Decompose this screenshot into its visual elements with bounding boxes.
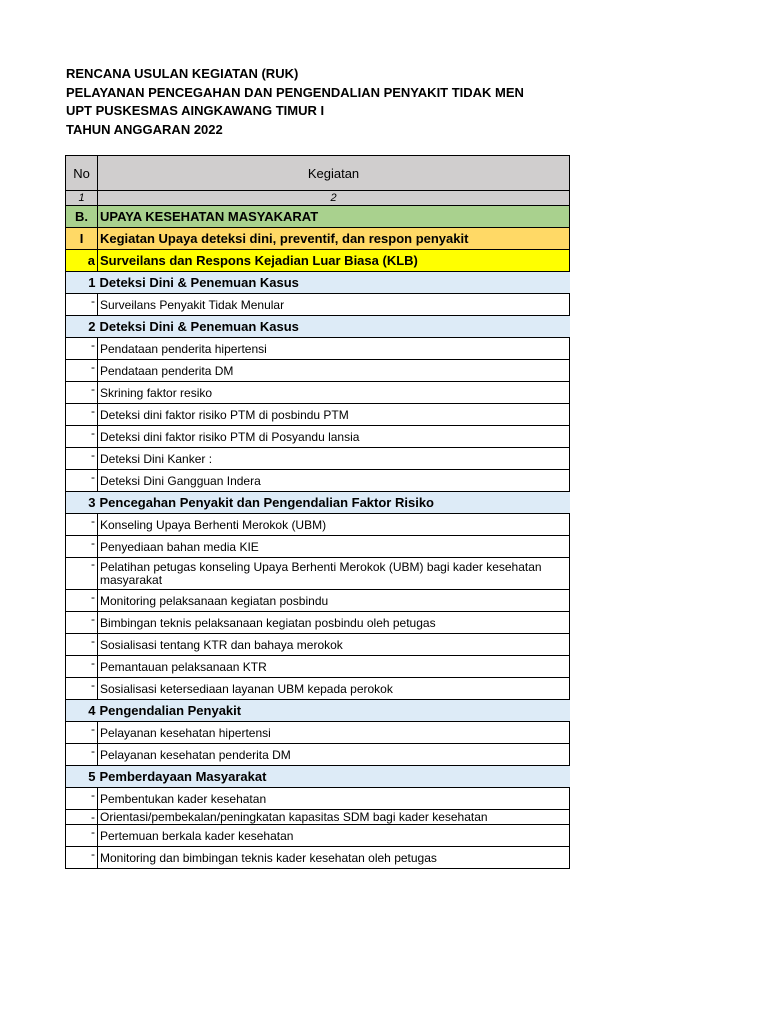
row-activity: Surveilans Penyakit Tidak Menular <box>98 294 570 316</box>
table-row <box>66 634 570 656</box>
table-row <box>66 536 570 558</box>
row-activity: Deteksi dini faktor risiko PTM di Posyandu lansia <box>98 426 570 448</box>
table-row <box>66 448 570 470</box>
row-activity: Pendataan penderita DM <box>98 360 570 382</box>
table-row <box>66 250 570 272</box>
table-row <box>66 382 570 404</box>
row-activity: Pelatihan petugas konseling Upaya Berhenti Merokok (UBM) bagi kader kesehatan masyarakat <box>98 558 570 590</box>
table-row <box>66 294 570 316</box>
table-row <box>66 612 570 634</box>
table-row <box>66 338 570 360</box>
row-activity: Pelayanan kesehatan penderita DM <box>98 744 570 766</box>
row-activity: Surveilans dan Respons Kejadian Luar Biasa (KLB) <box>98 250 570 272</box>
col-number-no: 1 <box>66 191 98 206</box>
doc-title: RENCANA USULAN KEGIATAN (RUK) <box>66 66 299 81</box>
row-number: - <box>66 558 98 590</box>
table-row <box>66 722 570 744</box>
row-number: - <box>66 382 98 404</box>
table-row <box>66 656 570 678</box>
row-number: a <box>66 250 98 272</box>
activity-table <box>65 155 570 869</box>
row-activity: Bimbingan teknis pelaksanaan kegiatan posbindu oleh petugas <box>98 612 570 634</box>
row-activity: Pemberdayaan Masyarakat <box>98 766 570 788</box>
row-number: - <box>66 294 98 316</box>
table-row <box>66 825 570 847</box>
row-number: - <box>66 722 98 744</box>
table-row <box>66 678 570 700</box>
row-number: 1 <box>66 272 98 294</box>
table-row <box>66 766 570 788</box>
row-activity: Pertemuan berkala kader kesehatan <box>98 825 570 847</box>
row-number: - <box>66 426 98 448</box>
row-number: - <box>66 678 98 700</box>
col-number-kegiatan: 2 <box>98 191 570 206</box>
row-number: - <box>66 448 98 470</box>
table-row <box>66 514 570 536</box>
row-activity: Penyediaan bahan media KIE <box>98 536 570 558</box>
row-number: - <box>66 847 98 869</box>
row-activity: Sosialisasi tentang KTR dan bahaya merokok <box>98 634 570 656</box>
row-number: - <box>66 810 98 825</box>
doc-year: TAHUN ANGGARAN 2022 <box>66 121 223 137</box>
row-number: - <box>66 590 98 612</box>
row-activity: Deteksi Dini & Penemuan Kasus <box>98 272 570 294</box>
row-number: - <box>66 825 98 847</box>
doc-subtitle: PELAYANAN PENCEGAHAN DAN PENGENDALIAN PENYAKIT TIDAK MEN <box>66 84 524 100</box>
row-number: 4 <box>66 700 98 722</box>
table-row <box>66 470 570 492</box>
row-number: - <box>66 656 98 678</box>
table-row <box>66 228 570 250</box>
row-activity: Deteksi Dini & Penemuan Kasus <box>98 316 570 338</box>
row-number: B. <box>66 206 98 228</box>
table-row <box>66 492 570 514</box>
col-header-no: No <box>66 156 98 191</box>
row-activity: Deteksi Dini Gangguan Indera <box>98 470 570 492</box>
row-number: - <box>66 634 98 656</box>
table-row <box>66 590 570 612</box>
table-row <box>66 426 570 448</box>
table-row <box>66 744 570 766</box>
row-number: 3 <box>66 492 98 514</box>
row-activity: Monitoring dan bimbingan teknis kader kesehatan oleh petugas <box>98 847 570 869</box>
row-number: 5 <box>66 766 98 788</box>
doc-institution: UPT PUSKESMAS AINGKAWANG TIMUR I <box>66 103 325 118</box>
row-number: - <box>66 536 98 558</box>
row-activity: Pencegahan Penyakit dan Pengendalian Faktor Risiko <box>98 492 570 514</box>
row-number: - <box>66 338 98 360</box>
table-row <box>66 810 570 825</box>
table-row <box>66 700 570 722</box>
row-activity: Sosialisasi ketersediaan layanan UBM kepada perokok <box>98 678 570 700</box>
col-header-kegiatan: Kegiatan <box>98 156 570 191</box>
row-activity: Pendataan penderita hipertensi <box>98 338 570 360</box>
row-number: - <box>66 744 98 766</box>
row-number: - <box>66 788 98 810</box>
table-row <box>66 558 570 590</box>
row-activity: Konseling Upaya Berhenti Merokok (UBM) <box>98 514 570 536</box>
row-activity: Deteksi Dini Kanker : <box>98 448 570 470</box>
row-activity: Kegiatan Upaya deteksi dini, preventif, dan respon penyakit <box>98 228 570 250</box>
row-activity: UPAYA KESEHATAN MASYAKARAT <box>98 206 570 228</box>
row-activity: Skrining faktor resiko <box>98 382 570 404</box>
row-activity: Orientasi/pembekalan/peningkatan kapasitas SDM bagi kader kesehatan <box>98 810 570 825</box>
row-number: - <box>66 514 98 536</box>
row-number: I <box>66 228 98 250</box>
row-number: - <box>66 470 98 492</box>
row-activity: Pembentukan kader kesehatan <box>98 788 570 810</box>
table-row <box>66 316 570 338</box>
row-activity: Pengendalian Penyakit <box>98 700 570 722</box>
table-header-row <box>66 156 570 191</box>
row-number: - <box>66 612 98 634</box>
row-activity: Deteksi dini faktor risiko PTM di posbindu PTM <box>98 404 570 426</box>
row-activity: Pemantauan pelaksanaan KTR <box>98 656 570 678</box>
table-row <box>66 788 570 810</box>
row-activity: Monitoring pelaksanaan kegiatan posbindu <box>98 590 570 612</box>
table-row <box>66 847 570 869</box>
row-number: - <box>66 404 98 426</box>
table-row <box>66 404 570 426</box>
row-number: - <box>66 360 98 382</box>
document-header <box>66 65 569 139</box>
table-row <box>66 272 570 294</box>
row-number: 2 <box>66 316 98 338</box>
column-number-row <box>66 191 570 206</box>
table-row <box>66 206 570 228</box>
row-activity: Pelayanan kesehatan hipertensi <box>98 722 570 744</box>
table-row <box>66 360 570 382</box>
